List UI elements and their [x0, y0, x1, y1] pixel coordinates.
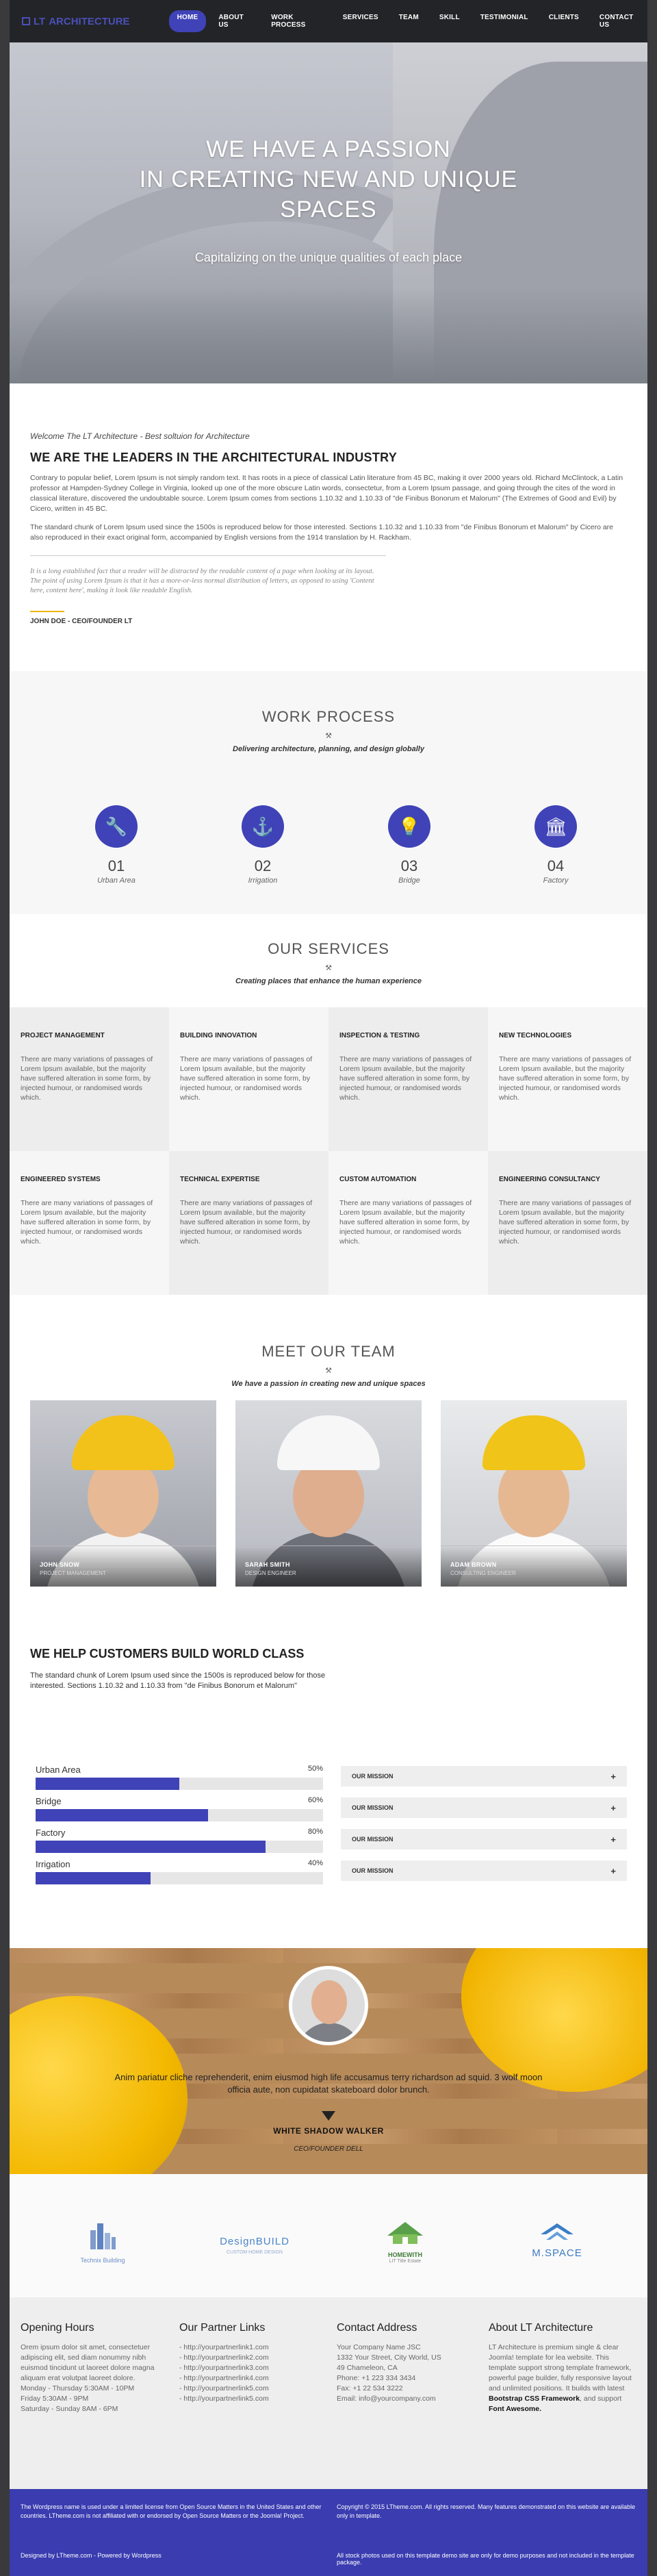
- wrench-icon: 🔧: [95, 805, 138, 848]
- partner-name: DesignBUILD: [220, 2236, 289, 2247]
- contact-email[interactable]: Email: info@yourcompany.com: [337, 2395, 436, 2403]
- footer-contact: [337, 2322, 474, 2404]
- avatar-face: [311, 1980, 347, 2024]
- skill-track: [36, 1809, 323, 1821]
- testimonial-quote: Anim pariatur cliche reprehenderit, enim eiusmod high life accusamus terry richardson ad squid. 3 wolf moon officia aute, non cupidatat skateboard dolor brunch.: [114, 2072, 543, 2095]
- step-number: 03: [400, 857, 418, 874]
- hero-section: [10, 0, 647, 383]
- skill-track: [36, 1778, 323, 1790]
- skill-bar: [36, 1828, 323, 1853]
- copyright-bar: [10, 2489, 647, 2576]
- member-caption: [30, 1545, 216, 1587]
- skill-fill: [36, 1841, 266, 1853]
- service-title: BUILDING INNOVATION: [180, 1032, 257, 1039]
- service-card[interactable]: [169, 1007, 328, 1151]
- nav-menu: [169, 10, 647, 32]
- accordion-mission[interactable]: [341, 1797, 627, 1818]
- services-title: OUR SERVICES: [268, 940, 389, 957]
- contact-line: Your Company Name JSC: [337, 2343, 421, 2351]
- team-title: MEET OUR TEAM: [261, 1343, 396, 1360]
- footer-heading: About LT Architecture: [489, 2322, 593, 2334]
- divider: [30, 555, 386, 556]
- member-name: ADAM BROWN: [450, 1561, 497, 1568]
- nav-item-about[interactable]: ABOUT US: [218, 14, 244, 29]
- service-desc: There are many variations of passages of Lorem Ipsum available, but the majority have suffered alteration in some form, by injected humour, or randomised words which.: [180, 1055, 313, 1102]
- step-number: 04: [547, 857, 565, 874]
- step-number: 01: [107, 857, 125, 874]
- skill-label: Factory: [36, 1828, 66, 1838]
- logo-text: ARCHITECTURE: [49, 15, 130, 27]
- hammer-icon: ⚒: [325, 964, 332, 972]
- lightbulb-icon: 💡: [388, 805, 430, 848]
- skill-label: Bridge: [36, 1796, 62, 1806]
- designed-by-text[interactable]: Designed by LTheme.com - Powered by Wordpress: [21, 2552, 162, 2559]
- team-member-card[interactable]: [441, 1400, 627, 1587]
- bank-icon: 🏛: [534, 805, 577, 848]
- bootstrap-link[interactable]: Bootstrap CSS Framework: [489, 2395, 580, 2403]
- skill-label: Irrigation: [36, 1859, 70, 1869]
- work-title: WORK PROCESS: [261, 708, 396, 725]
- member-caption: [235, 1545, 422, 1587]
- accordion-mission[interactable]: [341, 1766, 627, 1786]
- skill-fill: [36, 1809, 208, 1821]
- skill-track: [36, 1841, 323, 1853]
- accordion-label: OUR MISSION: [352, 1804, 394, 1811]
- skill-percent: 50%: [307, 1765, 323, 1773]
- partner-logo[interactable]: [55, 2221, 151, 2264]
- skill-percent: 40%: [307, 1859, 323, 1867]
- anchor-icon: ⚓: [242, 805, 284, 848]
- skill-fill: [36, 1872, 151, 1884]
- service-title: ENGINEERING CONSULTANCY: [499, 1176, 600, 1183]
- copyright-text: Copyright © 2015 LTheme.com. All rights reserved. Many features demonstrated on this website are available only in template.: [337, 2503, 636, 2519]
- logo[interactable]: [22, 16, 154, 27]
- hero-shade: [10, 288, 647, 383]
- service-title: NEW TECHNOLOGIES: [499, 1032, 572, 1039]
- work-step-2: [222, 805, 304, 885]
- member-role: DESIGN ENGINEER: [245, 1570, 296, 1576]
- service-card[interactable]: [169, 1151, 328, 1295]
- testimonial-role: CEO/FOUNDER DELL: [294, 2145, 363, 2153]
- testimonial-name: WHITE SHADOW WALKER: [273, 2126, 384, 2136]
- footer-heading: Opening Hours: [21, 2322, 94, 2334]
- service-title: CUSTOM AUTOMATION: [339, 1176, 417, 1183]
- work-step-3: [368, 805, 450, 885]
- about-section: [10, 383, 647, 671]
- footer-hours-text: Orem ipsum dolor sit amet, consectetuer adipiscing elit, sed diam nonummy nibh euismod tincidunt ut laoreet dolore magna aliquam erat volutpat laoreet dolore.: [21, 2343, 155, 2382]
- step-number: 02: [254, 857, 272, 874]
- service-card[interactable]: [488, 1151, 647, 1295]
- service-desc: There are many variations of passages of Lorem Ipsum available, but the majority have suffered alteration in some form, by injected humour, or randomised words which.: [339, 1199, 472, 1246]
- nav-item-skill[interactable]: SKILL: [439, 14, 460, 21]
- skills-section: [10, 1619, 647, 1948]
- service-title: ENGINEERED SYSTEMS: [21, 1176, 101, 1183]
- service-card[interactable]: [10, 1151, 169, 1295]
- accordion-mission[interactable]: [341, 1860, 627, 1881]
- partner-logo[interactable]: [357, 2221, 453, 2264]
- member-role: PROJECT MANAGEMENT: [40, 1570, 106, 1576]
- hammer-icon: ⚒: [325, 1367, 332, 1375]
- partner-tag: CUSTOM HOME DESIGN: [227, 2250, 283, 2255]
- hours-line: Friday 5:30AM - 9PM: [21, 2395, 89, 2403]
- hours-line: Saturday - Sunday 8AM - 6PM: [21, 2405, 118, 2413]
- team-member-card[interactable]: [30, 1400, 216, 1587]
- work-step-4: [515, 805, 597, 885]
- partner-link[interactable]: - http://yourpartnerlink5.com: [179, 2384, 269, 2392]
- team-subtitle: We have a passion in creating new and unique spaces: [231, 1380, 426, 1388]
- signature-line: [30, 611, 64, 612]
- skill-percent: 80%: [307, 1828, 323, 1836]
- skill-track: [36, 1872, 323, 1884]
- testimonial-avatar: [289, 1966, 368, 2045]
- footer-links: [179, 2322, 316, 2404]
- hero-title: WE HAVE A PASSION IN CREATING NEW AND UNIQUE SPACES: [139, 136, 518, 223]
- partner-link[interactable]: - http://yourpartnerlink5.com: [179, 2395, 269, 2403]
- footer-section: [10, 2297, 647, 2489]
- partner-name: M.SPACE: [532, 2247, 582, 2259]
- team-member-card[interactable]: [235, 1400, 422, 1587]
- about-quote: It is a long established fact that a reader will be distracted by the readable content of a page when looking at its layout. The point of using Lorem Ipsum is that it has a more-or-less normal distribution of letters, as opposed to using 'Content here, content here', making it look like readable English.: [30, 568, 374, 594]
- nav-item-testimonial[interactable]: TESTIMONIAL: [480, 14, 528, 21]
- member-caption: [441, 1545, 627, 1587]
- skill-bar: [36, 1765, 323, 1790]
- step-label: Bridge: [398, 876, 420, 885]
- nav-item-work-process[interactable]: WORK PROCESS: [271, 14, 306, 29]
- partner-link[interactable]: - http://yourpartnerlink1.com: [179, 2343, 269, 2351]
- signature: JOHN DOE - CEO/FOUNDER LT: [30, 618, 133, 625]
- nav-item-contact[interactable]: CONTACT US: [599, 14, 634, 29]
- accordion-label: OUR MISSION: [352, 1773, 394, 1780]
- license-text: The Wordpress name is used under a limited license from Open Source Matters in the United States and other countries. LTheme.com is not affiliated with or endorsed by Open Source Matters or the Joomla! Project.: [21, 2503, 322, 2519]
- house-icon: [385, 2221, 426, 2245]
- footer-heading: Our Partner Links: [179, 2322, 266, 2334]
- hero-subtitle: Capitalizing on the unique qualities of each place: [194, 251, 463, 264]
- service-desc: There are many variations of passages of Lorem Ipsum available, but the majority have suffered alteration in some form, by injected humour, or randomised words which.: [21, 1199, 153, 1246]
- nav-item-home[interactable]: HOME: [169, 10, 207, 32]
- service-title: PROJECT MANAGEMENT: [21, 1032, 105, 1039]
- contact-line: Phone: +1 223 334 3434: [337, 2374, 416, 2382]
- accordion-mission[interactable]: [341, 1829, 627, 1849]
- partners-section: [10, 2174, 647, 2297]
- skill-bar: [36, 1796, 323, 1821]
- step-label: Factory: [543, 876, 569, 885]
- contact-line: 49 Chameleon, CA: [337, 2364, 398, 2372]
- footer-about-text: LT Architecture is premium single & clear Joomla! template for lea website. This template support strong template framework, powerful page builder, fully responsive layout and unlimited positions. It builds with latest Bootstrap CSS Framework, and support Font Awesome.: [489, 2343, 632, 2413]
- footer-hours: [21, 2322, 157, 2414]
- partner-link[interactable]: - http://yourpartnerlink3.com: [179, 2364, 269, 2372]
- plus-icon: +: [610, 1865, 616, 1876]
- triangle-down-icon: [322, 2111, 335, 2121]
- service-card[interactable]: [10, 1007, 169, 1151]
- work-subtitle: Delivering architecture, planning, and design globally: [233, 745, 424, 753]
- about-paragraph-2: The standard chunk of Lorem Ipsum used since the 1500s is reproduced below for those interested. Sections 1.10.32 and 1.10.33 from "de Finibus Bonorum et Malorum" by Cicero are also reproduced in their exact original form, accompanied by English versions from the 1914 translation by H. Rackham.: [30, 523, 614, 542]
- hours-line: Monday - Thursday 5:30AM - 10PM: [21, 2384, 135, 2392]
- logo-icon: [22, 17, 30, 25]
- service-desc: There are many variations of passages of Lorem Ipsum available, but the majority have suffered alteration in some form, by injected humour, or randomised words which.: [21, 1055, 153, 1102]
- logo-prefix: LT: [34, 15, 46, 27]
- mspace-icon: [537, 2221, 578, 2244]
- hammer-icon: ⚒: [325, 732, 332, 740]
- service-desc: There are many variations of passages of Lorem Ipsum available, but the majority have suffered alteration in some form, by injected humour, or randomised words which.: [339, 1055, 472, 1102]
- member-name: SARAH SMITH: [245, 1561, 290, 1568]
- services-subtitle: Creating places that enhance the human experience: [235, 977, 422, 985]
- skill-bar: [36, 1859, 323, 1884]
- service-desc: There are many variations of passages of Lorem Ipsum available, but the majority have suffered alteration in some form, by injected humour, or randomised words which.: [499, 1199, 632, 1246]
- work-process-section: [10, 671, 647, 914]
- about-title: WE ARE THE LEADERS IN THE ARCHITECTURAL INDUSTRY: [30, 451, 398, 464]
- work-step-1: [75, 805, 157, 885]
- nav-item-team[interactable]: TEAM: [398, 14, 419, 21]
- plus-icon: +: [610, 1834, 616, 1845]
- partner-link[interactable]: - http://yourpartnerlink2.com: [179, 2353, 269, 2362]
- partner-logo[interactable]: [509, 2221, 605, 2264]
- step-label: Irrigation: [248, 876, 278, 885]
- contact-line: 1332 Your Street, City World, US: [337, 2353, 441, 2362]
- skill-fill: [36, 1778, 179, 1790]
- top-navigation: [10, 0, 647, 42]
- welcome-text: Welcome The LT Architecture - Best soltuion for Architecture: [30, 431, 250, 441]
- service-card[interactable]: [328, 1151, 488, 1295]
- step-label: Urban Area: [97, 876, 136, 885]
- service-desc: There are many variations of passages of Lorem Ipsum available, but the majority have suffered alteration in some form, by injected humour, or randomised words which.: [499, 1055, 632, 1102]
- skill-label: Urban Area: [36, 1765, 81, 1775]
- hard-hat-icon: [461, 1948, 647, 2092]
- partner-name: HOMEWITH: [388, 2251, 422, 2258]
- partner-tag: LIT Title Estate: [389, 2259, 422, 2264]
- font-awesome-link[interactable]: Font Awesome.: [489, 2405, 542, 2413]
- team-section: [10, 1332, 647, 1619]
- accordion-label: OUR MISSION: [352, 1836, 394, 1843]
- service-title: TECHNICAL EXPERTISE: [180, 1176, 260, 1183]
- partner-logo[interactable]: [207, 2221, 302, 2264]
- buildings-icon: [82, 2221, 123, 2251]
- nav-item-services[interactable]: SERVICES: [342, 14, 378, 21]
- plus-icon: +: [610, 1771, 616, 1782]
- member-name: JOHN SNOW: [40, 1561, 80, 1568]
- services-section: [10, 914, 647, 1332]
- skills-title: WE HELP CUSTOMERS BUILD WORLD CLASS: [30, 1647, 305, 1660]
- footer-heading: Contact Address: [337, 2322, 417, 2334]
- skill-percent: 60%: [307, 1796, 323, 1804]
- stock-photos-text: All stock photos used on this template demo site are only for demo purposes and not included in the template package.: [337, 2552, 634, 2566]
- testimonial-section: [10, 1948, 647, 2174]
- service-card[interactable]: [488, 1007, 647, 1151]
- partner-name: Technix Building: [80, 2257, 125, 2264]
- member-role: CONSULTING ENGINEER: [450, 1570, 516, 1576]
- contact-line: Fax: +1 22 534 3222: [337, 2384, 403, 2392]
- footer-about: [489, 2322, 632, 2414]
- skills-text: The standard chunk of Lorem Ipsum used since the 1500s is reproduced below for those interested. Sections 1.10.32 and 1.10.33 from "de Finibus Bonorum et Malorum": [30, 1671, 326, 1690]
- nav-item-clients[interactable]: CLIENTS: [548, 14, 579, 21]
- service-card[interactable]: [328, 1007, 488, 1151]
- partner-link[interactable]: - http://yourpartnerlink4.com: [179, 2374, 269, 2382]
- service-title: INSPECTION & TESTING: [339, 1032, 420, 1039]
- about-paragraph-1: Contrary to popular belief, Lorem Ipsum is not simply random text. It has roots in a piece of classical Latin literature from 45 BC, making it over 2000 years old. Richard McClintock, a Latin professor at Hampden-Sydney College in Virginia, looked up one of the more obscure Latin words, consectetur, from a Lorem Ipsum passage, and going through the cites of the word in classical literature, discovered the undoubtable source. Lorem Ipsum comes from sections 1.10.32 and 1.10.33 of "de Finibus Bonorum et Malorum" (The Extremes of Good and Evil) by Cicero, written in 45 BC.: [30, 474, 623, 513]
- service-desc: There are many variations of passages of Lorem Ipsum available, but the majority have suffered alteration in some form, by injected humour, or randomised words which.: [180, 1199, 313, 1246]
- accordion-label: OUR MISSION: [352, 1867, 394, 1874]
- plus-icon: +: [610, 1802, 616, 1813]
